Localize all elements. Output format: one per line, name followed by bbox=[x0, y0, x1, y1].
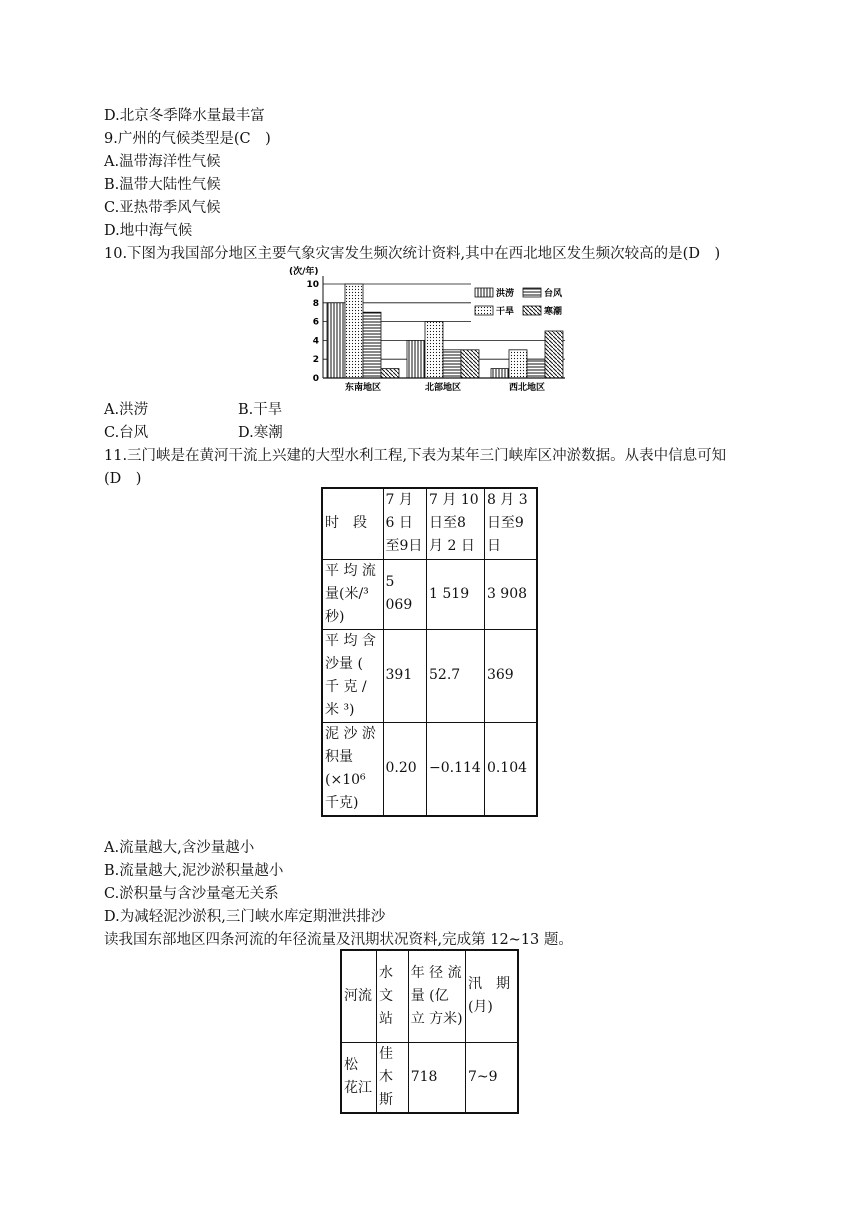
q10-option-c: C.台风 bbox=[104, 425, 149, 441]
disaster-frequency-chart bbox=[285, 264, 585, 396]
legend-swatch bbox=[523, 288, 541, 297]
chart-ylabel: (次/年) bbox=[289, 267, 319, 277]
row-label: 平 均 含 沙量 ( 千 克 / 米 ³) bbox=[322, 629, 383, 722]
table-cell: 391 bbox=[383, 629, 427, 722]
table-cell: 0.104 bbox=[484, 722, 537, 816]
q10-options-row1 bbox=[104, 400, 404, 420]
table-header-row bbox=[341, 950, 518, 1042]
q9-option-c: C.亚热带季风气候 bbox=[104, 200, 221, 216]
table-header-cell: 8 月 3 日至9 日 bbox=[484, 488, 537, 559]
x-tick-label: 北部地区 bbox=[424, 383, 462, 393]
q8-option-d: D.北京冬季降水量最丰富 bbox=[104, 108, 265, 124]
q9-option-d: D.地中海气候 bbox=[104, 223, 193, 239]
q10-option-d: D.寒潮 bbox=[238, 425, 283, 441]
river-table bbox=[340, 949, 519, 1114]
legend-label: 洪涝 bbox=[496, 289, 515, 299]
bar bbox=[327, 303, 345, 378]
table-header-cell: 水 文站 bbox=[377, 950, 409, 1042]
sanmenxia-table bbox=[321, 487, 538, 817]
table-header-cell: 7 月 6 日至9日 bbox=[383, 488, 427, 559]
q10-option-a: A.洪涝 bbox=[104, 402, 149, 418]
legend-swatch bbox=[523, 306, 541, 315]
table-cell: 佳 木斯 bbox=[377, 1042, 409, 1113]
table-cell: −0.114 bbox=[427, 722, 485, 816]
table-header-cell: 汛 期(月) bbox=[465, 950, 518, 1042]
table-row bbox=[322, 559, 537, 629]
q11-option-a: A.流量越大,含沙量越小 bbox=[104, 840, 255, 856]
y-tick-label: 6 bbox=[312, 317, 319, 328]
table-header-cell: 7 月 10 日至8 月 2 日 bbox=[427, 488, 485, 559]
y-tick-label: 8 bbox=[312, 298, 319, 309]
q11-question: 11.三门峡是在黄河干流上兴建的大型水利工程,下表为某年三门峡库区冲淤数据。从表中信息可知 bbox=[104, 448, 727, 464]
row-label: 平 均 流 量(米/³秒) bbox=[322, 559, 383, 629]
bar bbox=[461, 350, 479, 378]
table-header-row bbox=[322, 488, 537, 559]
row-label: 泥 沙 淤 积量 (×10⁶ 千克) bbox=[322, 722, 383, 816]
y-tick-label: 4 bbox=[312, 336, 319, 347]
bar bbox=[425, 322, 443, 378]
q9-question: 9.广州的气候类型是(C ) bbox=[104, 131, 271, 147]
q10-option-b: B.干旱 bbox=[238, 402, 283, 418]
q9-option-b: B.温带大陆性气候 bbox=[104, 177, 221, 193]
table-row bbox=[322, 629, 537, 722]
table-cell: 369 bbox=[484, 629, 537, 722]
table-cell: 3 908 bbox=[484, 559, 537, 629]
legend-label: 干旱 bbox=[496, 307, 515, 317]
table-cell: 1 519 bbox=[427, 559, 485, 629]
q10-question: 10.下图为我国部分地区主要气象灾害发生频次统计资料,其中在西北地区发生频次较高的是(D ) bbox=[104, 246, 721, 262]
bar bbox=[509, 350, 527, 378]
q11-option-d: D.为减轻泥沙淤积,三门峡水库定期泄洪排沙 bbox=[104, 909, 386, 925]
q11-option-b: B.流量越大,泥沙淤积量越小 bbox=[104, 863, 284, 879]
table-row bbox=[341, 1042, 518, 1113]
bar bbox=[363, 312, 381, 378]
table-header-cell: 时 段 bbox=[322, 488, 383, 559]
y-tick-label: 0 bbox=[312, 374, 319, 384]
y-tick-label: 2 bbox=[312, 355, 319, 366]
bar bbox=[381, 369, 399, 378]
bar bbox=[407, 340, 425, 378]
table-cell: 5 069 bbox=[383, 559, 427, 629]
y-tick-label: 10 bbox=[306, 280, 319, 290]
bar bbox=[527, 359, 545, 378]
x-tick-label: 东南地区 bbox=[344, 383, 382, 393]
q10-options-row2 bbox=[104, 423, 404, 443]
table-row bbox=[322, 722, 537, 816]
table-cell: 松 花江 bbox=[341, 1042, 377, 1113]
table-cell: 7~9 bbox=[465, 1042, 518, 1113]
bar bbox=[443, 350, 461, 378]
table-header-cell: 河流 bbox=[341, 950, 377, 1042]
x-tick-label: 西北地区 bbox=[508, 383, 546, 393]
q11-answer: (D ) bbox=[104, 471, 142, 487]
q12-intro: 读我国东部地区四条河流的年径流量及汛期状况资料,完成第 12~13 题。 bbox=[104, 932, 573, 948]
bar bbox=[491, 369, 509, 378]
q9-option-a: A.温带海洋性气候 bbox=[104, 154, 221, 170]
legend-label: 台风 bbox=[544, 289, 563, 299]
bar bbox=[345, 284, 363, 378]
q11-option-c: C.淤积量与含沙量毫无关系 bbox=[104, 886, 279, 902]
table-cell: 52.7 bbox=[427, 629, 485, 722]
legend-swatch bbox=[475, 288, 493, 297]
table-cell: 718 bbox=[408, 1042, 465, 1113]
table-header-cell: 年 径 流量 (亿 立 方米) bbox=[408, 950, 465, 1042]
legend-label: 寒潮 bbox=[544, 307, 563, 317]
bar bbox=[545, 331, 563, 378]
legend-swatch bbox=[475, 306, 493, 315]
table-cell: 0.20 bbox=[383, 722, 427, 816]
